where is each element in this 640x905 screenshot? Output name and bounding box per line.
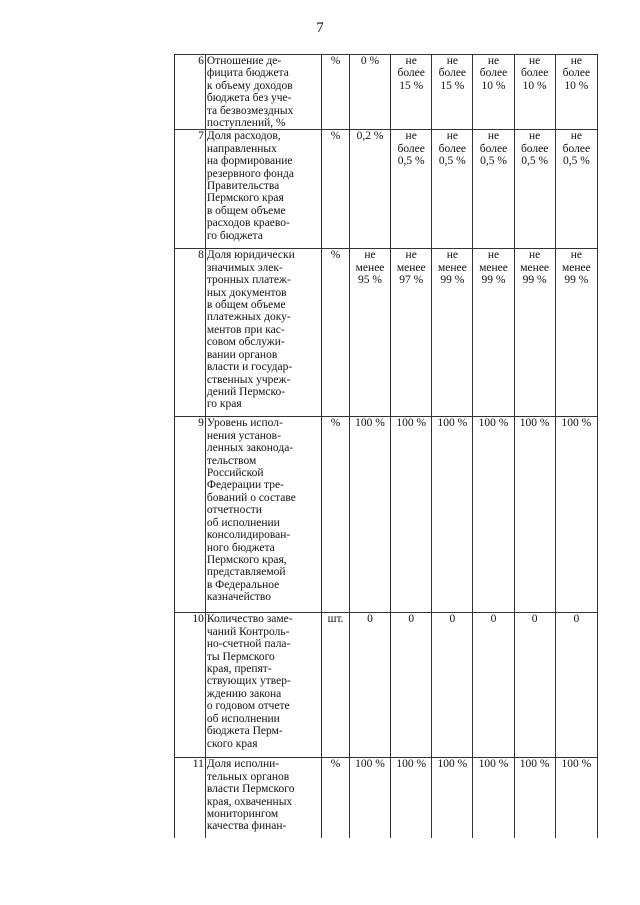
table-row xyxy=(175,130,598,249)
value-cell: не более 0,5 % xyxy=(555,130,597,249)
value-cell: 100 % xyxy=(555,417,597,613)
row-number: 10 xyxy=(175,613,206,758)
unit-cell: % xyxy=(322,249,350,417)
value-cell: не более 15 % xyxy=(432,55,473,130)
table-row xyxy=(175,758,598,839)
value-cell: не более 0,5 % xyxy=(432,130,473,249)
row-number: 6 xyxy=(175,55,206,130)
value-cell: не более 10 % xyxy=(555,55,597,130)
value-cell: не более 0,5 % xyxy=(473,130,514,249)
unit-cell: % xyxy=(322,417,350,613)
value-cell: не более 10 % xyxy=(473,55,514,130)
unit-cell: % xyxy=(322,55,350,130)
indicator-name: Отношение де- фицита бюджета к объему доходов бюджета без уче- та безвозмездных поступлений, % xyxy=(205,55,321,130)
value-cell: 100 % xyxy=(349,417,390,613)
value-cell: 100 % xyxy=(432,417,473,613)
unit-cell: шт. xyxy=(322,613,350,758)
value-cell: не менее 99 % xyxy=(514,249,555,417)
value-cell: 0 xyxy=(391,613,432,758)
value-cell: не более 0,5 % xyxy=(391,130,432,249)
table-row xyxy=(175,55,598,130)
indicator-name: Уровень испол- нения установ- ленных законода- тельством Российской Федерации тре- бований о составе отчетности об исполнении консолидирован- ного бюджета Пермского края, представляемой в Федеральное казначейство xyxy=(205,417,321,613)
value-cell: не менее 99 % xyxy=(555,249,597,417)
value-cell: не менее 99 % xyxy=(432,249,473,417)
unit-cell: % xyxy=(322,130,350,249)
value-cell: не более 0,5 % xyxy=(514,130,555,249)
value-cell: 100 % xyxy=(432,758,473,839)
value-cell: 0 xyxy=(473,613,514,758)
value-cell: не более 10 % xyxy=(514,55,555,130)
value-cell: не менее 95 % xyxy=(349,249,390,417)
indicator-name: Доля исполни- тельных органов власти Пермского края, охваченных мониторингом качества финан- xyxy=(205,758,321,839)
value-cell: 0 xyxy=(349,613,390,758)
row-number: 8 xyxy=(175,249,206,417)
indicators-table xyxy=(174,54,598,838)
row-number: 7 xyxy=(175,130,206,249)
value-cell: 100 % xyxy=(473,417,514,613)
value-cell: 100 % xyxy=(391,758,432,839)
indicator-name: Доля расходов, направленных на формирование резервного фонда Правительства Пермского края в общем объеме расходов краево- го бюджета xyxy=(205,130,321,249)
value-cell: 100 % xyxy=(391,417,432,613)
indicator-name: Доля юридически значимых элек- тронных платеж- ных документов в общем объеме платежных доку- ментов при кас- совом обслужи- вании органов власти и государ- ственных учреж- дений Пермско- го края xyxy=(205,249,321,417)
table-row xyxy=(175,249,598,417)
value-cell: 100 % xyxy=(473,758,514,839)
value-cell: 0 xyxy=(432,613,473,758)
value-cell: не менее 99 % xyxy=(473,249,514,417)
indicator-name: Количество заме- чаний Контроль- но-счетной пала- ты Пермского края, препят- ствующих утвер- ждению закона о годовом отчете об исполнении бюджета Перм- ского края xyxy=(205,613,321,758)
value-cell: 0 xyxy=(555,613,597,758)
value-cell: 100 % xyxy=(555,758,597,839)
table-row xyxy=(175,613,598,758)
value-cell: 0 xyxy=(514,613,555,758)
value-cell: не более 15 % xyxy=(391,55,432,130)
unit-cell: % xyxy=(322,758,350,839)
value-cell: 100 % xyxy=(349,758,390,839)
table-row xyxy=(175,417,598,613)
row-number: 11 xyxy=(175,758,206,839)
value-cell: 0,2 % xyxy=(349,130,390,249)
row-number: 9 xyxy=(175,417,206,613)
value-cell: 0 % xyxy=(349,55,390,130)
value-cell: не менее 97 % xyxy=(391,249,432,417)
page-number: 7 xyxy=(316,20,324,36)
value-cell: 100 % xyxy=(514,758,555,839)
value-cell: 100 % xyxy=(514,417,555,613)
